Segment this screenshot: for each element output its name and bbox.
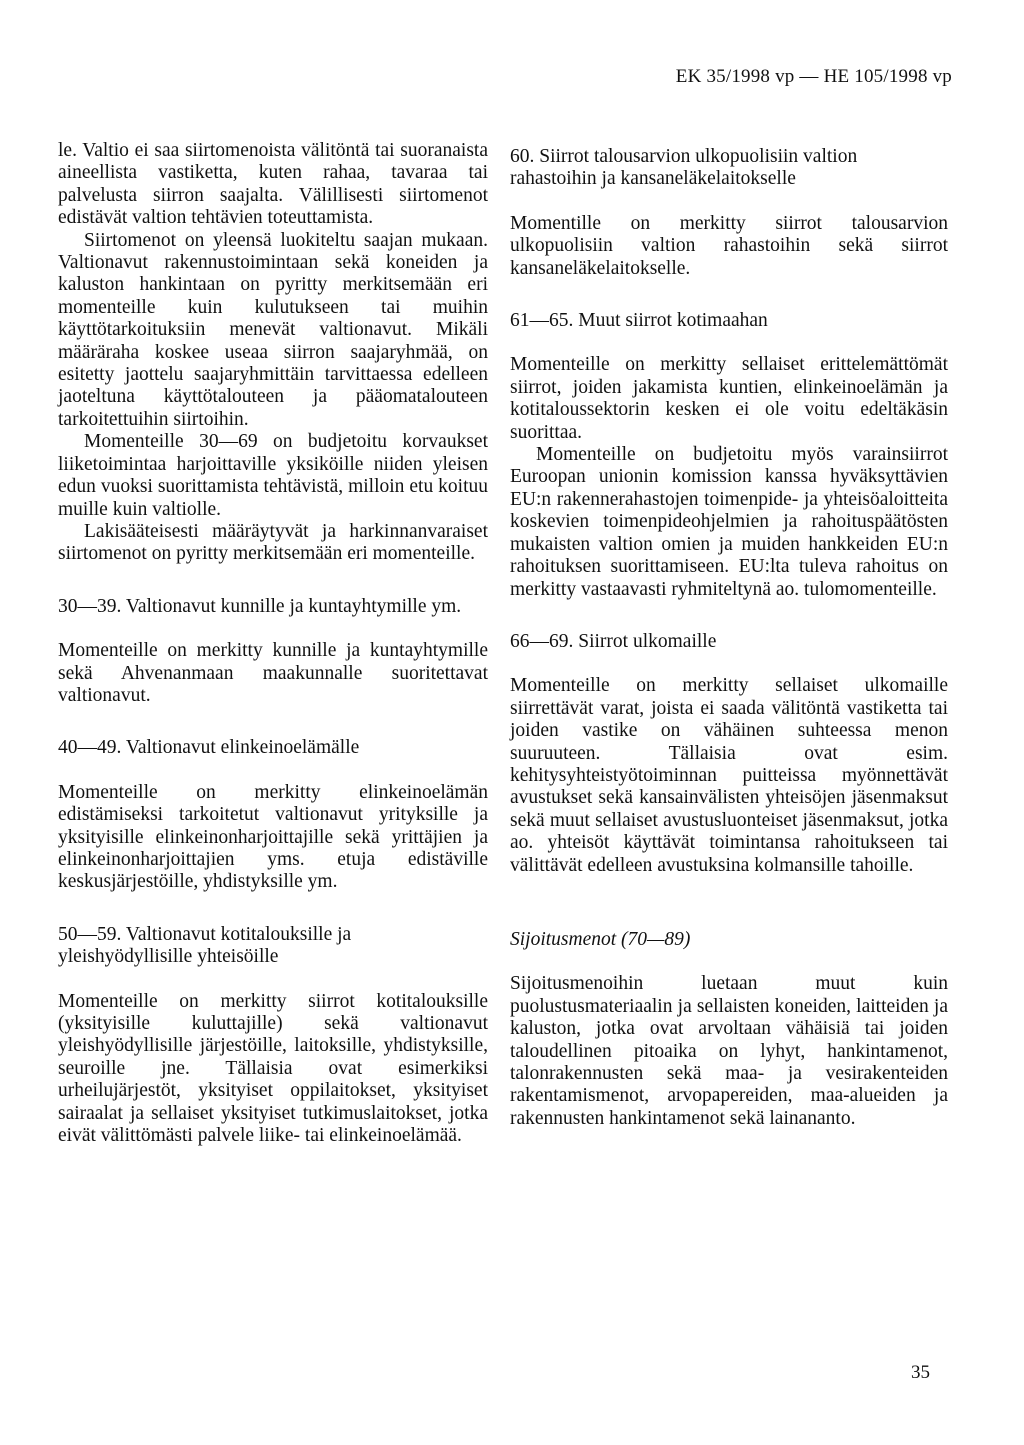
right-column bbox=[510, 146, 948, 1130]
heading-40-49: 40—49. Valtionavut elinkeinoelämälle bbox=[58, 737, 360, 759]
paragraph-40-49: Momenteille on merkitty elinkeinoelämän edistämiseksi tarkoitetut valtionavut yrityksille ja yksityisille elinkeinonharjoittajille sekä yrittäjien ja elinkeinonharjoittajien yms. etuja edistäville keskusjärjestöille, yhdistyksille ym. bbox=[58, 781, 488, 893]
heading-60: 60. Siirrot talousarvion ulkopuolisiin valtion rahastoihin ja kansaneläkelaitokselle bbox=[510, 146, 858, 190]
paragraph-continuation: le. Valtio ei saa siirtomenoista välitöntä tai suoranaista aineellista vastiketta, kuten rahaa, tavaraa tai palvelusta siirron saajalta. Välillisesti siirtomenot edistävät valtion tehtävien toteuttamista. bbox=[58, 140, 488, 229]
paragraph-60: Momentille on merkitty siirrot talousarvion ulkopuolisiin valtion rahastoihin sekä siirrot kansaneläkelaitokselle. bbox=[510, 212, 948, 279]
paragraph-sijoitusmenot: Sijoitusmenoihin luetaan muut kuin puolustusmateriaalin ja sellaisten koneiden, laitteiden ja kaluston, jotka ovat arvoltaan vähäisiä tai joiden taloudellinen pitoaika on lyhyt, hankintamenot, talonrakennusten sekä maa- ja vesirakenteiden rakentamismenot, arvopapereiden, maa-alueiden ja rakennusten hankintamenot sekä lainananto. bbox=[510, 973, 948, 1129]
section-title-sijoitusmenot: Sijoitusmenot (70—89) bbox=[510, 928, 691, 950]
paragraph-30-39: Momenteille on merkitty kunnille ja kuntayhtymille sekä Ahvenanmaan maakunnalle suoritettavat valtionavut. bbox=[58, 640, 488, 706]
page-number: 35 bbox=[911, 1362, 930, 1383]
paragraph-61-65-b: Momenteille on budjetoitu myös varainsiirrot Euroopan unionin komission kanssa hyväksyttävien EU:n rakennerahastojen toimenpide- ja yhteisöaloitteita koskevien toimenpideohjelmien ja rahoituspäätösten mukaisten valtion omien ja muiden hankkeiden EU:n rahoituksen suorittamiseen. EU:lta tuleva rahoitus on merkitty vastaavasti ryhmiteltynä ao. tulomomenteille. bbox=[510, 444, 948, 600]
paragraph-66-69: Momenteille on merkitty sellaiset ulkomaille siirrettävät varat, joista ei saada välitöntä vastiketta tai joiden vastike on vähäinen suhteessa menon suuruuteen. Tällaisia ovat esim. kehitysyhteistyötoiminnan puitteissa myönnettävät avustukset sekä kansainvälisten yhteisöjen jäsenmaksut sekä muut sellaiset avustusluonteiset jäsenmaksut, jotka ao. yhteisöt käyttävät toimintansa rahoitukseen tai välittävät edelleen avustuksina kolmansille tahoille. bbox=[510, 675, 948, 876]
running-header: EK 35/1998 vp — HE 105/1998 vp bbox=[675, 66, 952, 87]
heading-66-69: 66—69. Siirrot ulkomaille bbox=[510, 630, 717, 652]
paragraph-statutory-transfers: Lakisääteisesti määräytyvät ja harkinnanvaraiset siirtomenot on pyritty merkitsemään eri momenteille. bbox=[58, 520, 488, 565]
paragraph-61-65-a: Momenteille on merkitty sellaiset erittelemättömät siirrot, joiden jakamista kuntien, elinkeinoelämän ja kotitaloussektorin kesken ei ole voitu edeltäkäsin suorittaa. bbox=[510, 354, 948, 443]
heading-30-39: 30—39. Valtionavut kunnille ja kuntayhtymille ym. bbox=[58, 595, 462, 617]
paragraph-compensations: Momenteille 30—69 on budjetoitu korvaukset liiketoimintaa harjoittaville yksiköille niiden yleisen edun vuoksi suorittamista tehtävistä, milloin etu koituu muille kuin valtiolle. bbox=[58, 431, 488, 520]
paragraph-50-59: Momenteille on merkitty siirrot kotitalouksille (yksityisille kuluttajille) sekä valtionavut yleishyödyllisille järjestöille, laitoksille, yhdistyksille, seuroille jne. Tällaisia ovat esimerkiksi urheilujärjestöt, yksityiset oppilaitokset, yksityiset sairaalat ja sellaiset yksityiset tutkimuslaitokset, jotka eivät välittömästi palvele liike- tai elinkeinoelämää. bbox=[58, 990, 488, 1147]
heading-61-65: 61—65. Muut siirrot kotimaahan bbox=[510, 310, 768, 332]
left-column bbox=[58, 140, 488, 1147]
paragraph-recipient-classification: Siirtomenot on yleensä luokiteltu saajan mukaan. Valtionavut rakennustoimintaan sekä koneiden ja kaluston hankintaan on pyritty merkitsemään eri momenteille kuin kulutukseen tai muihin käyttötarkoituksiin menevät valtionavut. Mikäli määräraha koskee useaa siirron saajaryhmää, on esitetty jaottelu saajaryhmittäin tarvittaessa edelleen jaoteltuna käyttötalouteen ja pääomatalouteen tarkoitettuihin siirtoihin. bbox=[58, 229, 488, 430]
heading-50-59: 50—59. Valtionavut kotitalouksille ja yleishyödyllisille yhteisöille bbox=[58, 923, 352, 968]
